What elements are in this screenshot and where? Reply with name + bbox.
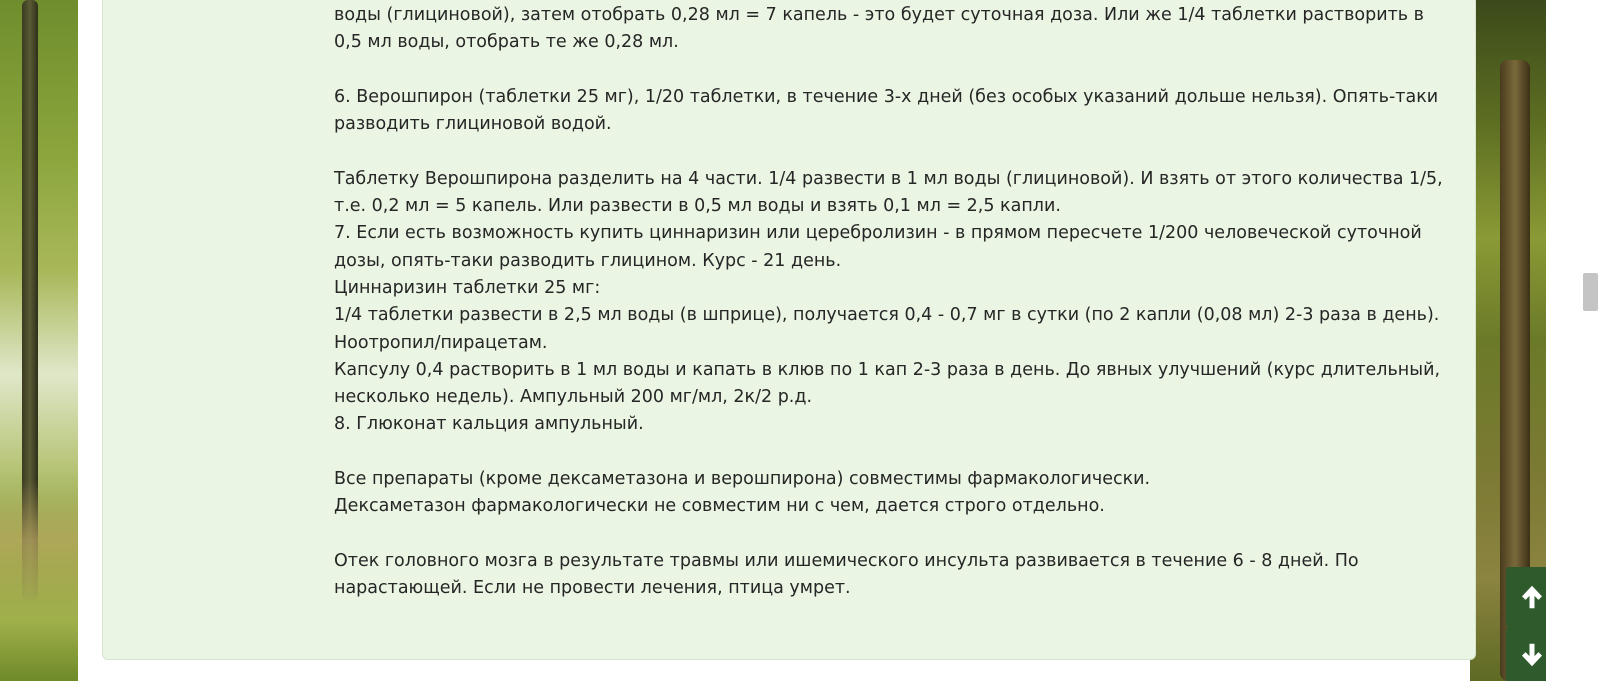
post-paragraph: 8. Глюконат кальция ампульный.: [334, 414, 644, 435]
paragraph-gap: [334, 439, 1456, 466]
post-paragraph: Циннаризин таблетки 25 мг:: [334, 277, 601, 298]
paragraph-gap: [334, 57, 1456, 84]
post-paragraph: 7. Если есть возможность купить циннаризин или церебролизин - в прямом пересчете 1/200 человеческой суточной дозы, опять-таки разводить глицином. Курс - 21 день.: [334, 223, 1422, 271]
post-paragraph: Дексаметазон фармакологически не совместим ни с чем, дается строго отдельно.: [334, 496, 1105, 517]
post-paragraph: 1/4 таблетки развести в 2,5 мл воды (в шприце), получается 0,4 - 0,7 мг в сутки (по 2 капли (0,08 мл) 2-3 раза в день).: [334, 305, 1440, 326]
paragraph-gap: [334, 138, 1456, 165]
post-paragraph: Ноотропил/пирацетам.: [334, 332, 548, 353]
page-scrollbar-track[interactable]: [1546, 0, 1600, 681]
paragraph-gap: [334, 521, 1456, 548]
post-paragraph: 6. Верошпирон (таблетки 25 мг), 1/20 таблетки, в течение 3-х дней (без особых указаний дольше нельзя). Опять-таки разводить глициновой водой.: [334, 86, 1439, 135]
page-scrollbar-thumb[interactable]: [1583, 273, 1598, 311]
forest-background-left: [0, 0, 78, 681]
post-paragraph: Таблетку Верошпирона разделить на 4 части. 1/4 развести в 1 мл воды (глициновой). И взять от этого количества 1/5, т.е. 0,2 мл = 5 капель. Или развести в 0,5 мл воды и взять 0,1 мл = 2,5 капли.: [334, 168, 1443, 217]
arrow-down-icon: [1517, 640, 1547, 670]
post-body: [334, 2, 1456, 603]
post-paragraph: Все препараты (кроме дексаметазона и верошпирона) совместимы фармакологически.: [334, 469, 1151, 490]
post-paragraph: воды (глициновой), затем отобрать 0,28 мл = 7 капель - это будет суточная доза. Или же 1/4 таблетки растворить в 0,5 мл воды, отобрать те же 0,28 мл.: [334, 5, 1424, 53]
post-paragraph: Отек головного мозга в результате травмы или ишемического инсульта развивается в течение 6 - 8 дней. По нарастающей. Если не провести лечения, птица умрет.: [334, 550, 1359, 599]
arrow-up-icon: [1517, 582, 1547, 612]
post-paragraph: Капсулу 0,4 растворить в 1 мл воды и капать в клюв по 1 кап 2-3 раза в день. До явных улучшений (курс длительный, несколько недель). Ампульный 200 мг/мл, 2к/2 р.д.: [334, 359, 1441, 408]
